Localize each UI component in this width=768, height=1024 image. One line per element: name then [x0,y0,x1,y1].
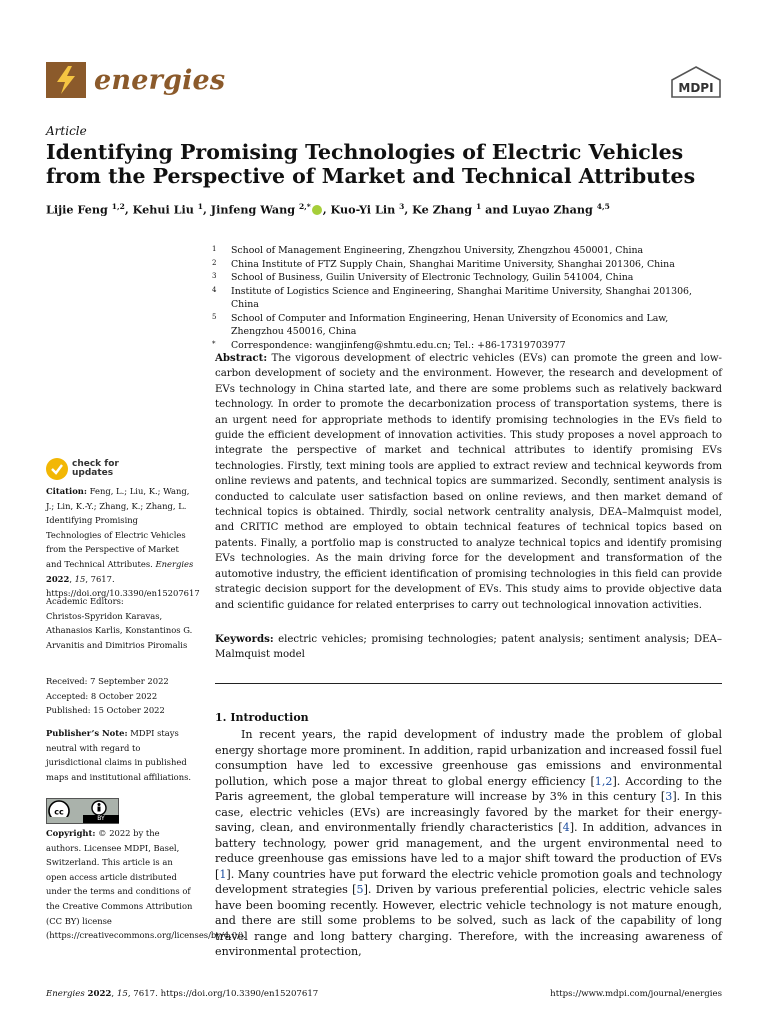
keywords [215,632,722,663]
author-name[interactable]: Kuo-Yi Lin [330,202,396,217]
affiliation-number: 5 [212,312,217,321]
citation-block: Citation: Feng, L.; Liu, K.; Wang, J.; Lin, K.-Y.; Zhang, K.; Zhang, L. Identifying Promising Technologies of Electric Vehicles from the Perspective of Market and Technical Attributes. Energies 2022, 15, 7617. https://doi.org/10.3390/en15207617 [46,486,200,599]
affiliation-number: 4 [212,285,217,294]
publishers-note: Publisher’s Note: MDPI stays neutral with regard to jurisdictional claims in published maps and institutional affiliations. [46,728,192,782]
reference-link[interactable]: 4 [562,821,570,834]
author-separator: , [404,202,413,217]
author-name[interactable]: Jinfeng Wang [210,202,296,217]
paper-title: Identifying Promising Technologies of Electric Vehicles from the Perspective of Market and Technical Attributes [46,140,696,188]
mdpi-logo-icon[interactable] [670,66,722,98]
affiliation-text: School of Business, Guilin University of Electronic Technology, Guilin 541004, China [231,272,634,283]
keywords-text: electric vehicles; promising technologies; patent analysis; sentiment analysis; DEA–Malmquist model [215,634,722,661]
intro-text-segment: ]. According to the Paris agreement, the global temperature will increase by 3% in this century [ [215,774,722,803]
author-affiliation-marker: 1,2 [111,202,125,211]
affiliation-number: 3 [212,272,217,280]
author-affiliation-marker: 1 [476,202,482,211]
affiliation-item [212,244,722,258]
footer-citation: Energies 2022, 15, 7617. https://doi.org/10.3390/en15207617 [46,989,319,999]
section-heading: 1. Introduction [215,711,309,724]
author-list [46,202,726,217]
reference-link[interactable]: 5 [356,883,364,896]
check-updates-icon [46,458,68,480]
cc-by-license-badge[interactable] [46,798,119,824]
affiliation-item [212,312,722,339]
intro-text-segment: In recent years, the rapid development of industry made the problem of global energy shortage more prominent. In addition, rapid urbanization and increased fossil fuel consumption have led to excessive greenhouse gas emissions and environmental pollution, which pose a major threat to global energy efficiency [ [215,728,722,788]
academic-editors: Academic Editors: Christos-Spyridon Karavas, Athanasios Karlis, Konstantinos G. Arvanitis and Dimitrios Piromalis [46,596,193,650]
introduction-text [215,727,722,960]
cc-by-label: BY [83,815,119,823]
affiliation-item [212,285,722,312]
author-name[interactable]: Lijie Feng [46,202,108,217]
author-separator: , [322,202,331,217]
footer-journal-url[interactable]: https://www.mdpi.com/journal/energies [550,989,722,999]
lightning-icon [46,62,86,98]
intro-text-segment: ]. In this case, electric vehicles (EVs) are increasingly favored by the market for their energy-saving, clean, and environmentally friendly characteristics [ [215,790,722,834]
affiliation-item [212,271,722,285]
intro-text-segment: ]. Driven by various preferential policies, electric vehicle sales have been booming recently. However, electric vehicle technology is not mature enough, and there are still some problems to be solved, such as lack of the capability of long travel range and long battery charging. Therefore, with the increasing awareness of environmental protection, [215,883,722,958]
publication-dates: Received: 7 September 2022 Accepted: 8 October 2022 Published: 15 October 2022 [46,676,169,716]
check-updates-label: check for updates [72,459,119,478]
journal-name: energies [94,64,226,96]
publisher-name: MDPI [678,81,714,95]
affiliation-text: Institute of Logistics Science and Engineering, Shanghai Maritime University, Shanghai 201306, China [231,285,692,310]
affiliation-text: Correspondence: wangjinfeng@shmtu.edu.cn; Tel.: +86-17319703977 [231,339,566,351]
keywords-label: Keywords: [215,633,274,645]
affiliation-item [212,339,722,353]
author-affiliation-marker: 1 [197,202,203,211]
author-separator: and [481,202,513,217]
author-name[interactable]: Luyao Zhang [512,202,593,217]
abstract [215,351,722,613]
journal-logo[interactable] [46,62,225,98]
author-affiliation-marker: 4,5 [596,202,610,211]
affiliation-text: China Institute of FTZ Supply Chain, Shanghai Maritime University, Shanghai 201306, China [231,258,675,270]
intro-text-segment: ]. In addition, advances in battery technology, power grid management, and the urgent environmental need to reduce greenhouse gas emissions have led to a major shift toward the production of EVs [ [215,821,722,881]
affiliation-number: 2 [212,258,217,267]
author-separator: , [203,202,211,217]
author-name[interactable]: Ke Zhang [412,202,473,217]
author-affiliation-marker: 3 [399,202,405,211]
abstract-text: The vigorous development of electric vehicles (EVs) can promote the green and low-carbon development of society and the environment. However, the research and development of EVs technology in China started late, and there are some problems such as relatively backward technology. In order to promote the decarbonization process of transportation systems, there is an urgent need for appropriate methods to identify promising technologies in the EVs field to guide the efficient development of innovation activities. This study proposes a novel approach to integrate the perspective of market and technical attributes to identify promising EVs technologies. Firstly, text mining tools are applied to extract review and technical keywords from online reviews and patents, and technical topics are summarized. Secondly, sentiment analysis is conducted to calculate user satisfaction based on online reviews, and then market demand of technical topics is obtained. Thirdly, social network centrality analysis, DEA–Malmquist model, and CRITIC method are employed to obtain technical features of technical topics based on patents. Finally, a portfolio map is constructed to analyze technical topics and identify promising EVs technologies. As the main driving force for the development and transformation of the automotive industry, the efficient identification of promising technologies in this field can provide strategic decision support for the development of EVs. This study aims to provide objective data and scientific guidance for related enterprises to carry out technological innovation activities. [215,353,722,611]
author-name[interactable]: Kehui Liu [132,202,194,217]
orcid-icon[interactable] [312,205,322,215]
author-affiliation-marker: 2,* [298,202,311,211]
affiliation-number: 1 [212,245,217,253]
section-divider [215,683,722,684]
check-for-updates-button[interactable] [46,458,119,480]
affiliation-item [212,258,722,272]
copyright-notice: Copyright: © 2022 by the authors. Licensee MDPI, Basel, Switzerland. This article is an open access article distributed under the terms and conditions of the Creative Commons Attribution (CC BY) license (https://creativecommons.org/licenses/by/4.0/). [46,828,246,941]
affiliation-text: School of Computer and Information Engineering, Henan University of Economics and Law, Zhengzhou 450016, China [231,312,669,337]
svg-text:cc: cc [54,807,64,817]
article-type: Article [46,124,87,138]
intro-text-segment: ]. Many countries have put forward the electric vehicle promotion goals and technology development strategies [ [215,867,722,896]
author-separator: , [124,202,133,217]
reference-link[interactable]: 1,2 [594,774,613,788]
affiliation-text: School of Management Engineering, Zhengzhou University, Zhengzhou 450001, China [231,245,644,256]
reference-link[interactable]: 3 [665,790,673,803]
abstract-label: Abstract: [215,352,268,364]
affiliations [212,244,722,352]
reference-link[interactable]: 1 [219,867,227,881]
affiliation-number: * [212,339,216,348]
